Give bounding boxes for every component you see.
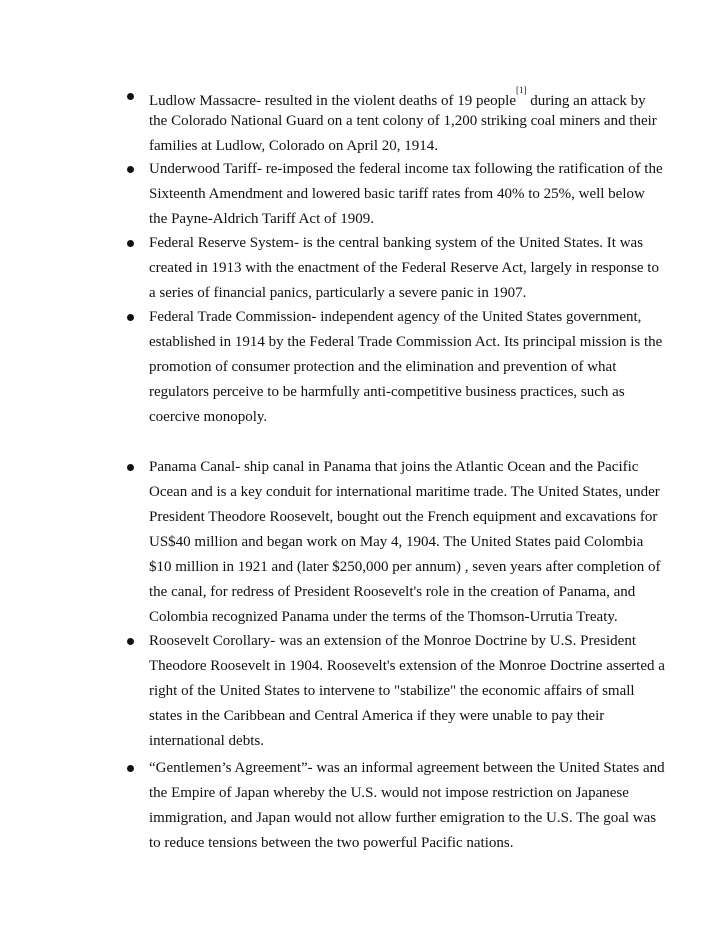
bullet-icon <box>127 166 134 173</box>
bullet-icon <box>127 765 134 772</box>
text-line: US$40 million and began work on May 4, 1904. The United States paid Colombia <box>149 534 644 550</box>
text-line-start: Ludlow Massacre- resulted in the violent deaths of 19 people <box>149 93 516 109</box>
bullet-icon <box>127 93 134 100</box>
text-line: Federal Trade Commission- independent agency of the United States government, <box>149 309 642 325</box>
text-line: the Payne-Aldrich Tariff Act of 1909. <box>149 211 375 227</box>
text-line: established in 1914 by the Federal Trade Commission Act. Its principal mission is the <box>149 334 663 350</box>
text-line: created in 1913 with the enactment of the Federal Reserve Act, largely in response to <box>149 260 659 276</box>
text-line: the Colorado National Guard on a tent colony of 1,200 striking coal miners and their <box>149 113 657 129</box>
text-line: Colombia recognized Panama under the terms of the Thomson-Urrutia Treaty. <box>149 609 618 625</box>
text-line: regulators perceive to be harmfully anti-competitive business practices, such as <box>149 384 625 400</box>
text-line: to reduce tensions between the two powerful Pacific nations. <box>149 835 514 851</box>
text-line: a series of financial panics, particularly a severe panic in 1907. <box>149 285 527 301</box>
text-line: Federal Reserve System- is the central banking system of the United States. It was <box>149 235 644 251</box>
text-line: Sixteenth Amendment and lowered basic tariff rates from 40% to 25%, well below <box>149 186 645 202</box>
text-line: “Gentlemen’s Agreement”- was an informal agreement between the United States and <box>149 760 665 776</box>
text-line: Theodore Roosevelt in 1904. Roosevelt's extension of the Monroe Doctrine asserted a <box>149 658 665 674</box>
text-line: families at Ludlow, Colorado on April 20, 1914. <box>149 138 438 154</box>
text-line: immigration, and Japan would not allow further emigration to the U.S. The goal was <box>149 810 657 826</box>
text-line: Panama Canal- ship canal in Panama that joins the Atlantic Ocean and the Pacific <box>149 459 639 475</box>
bullet-icon <box>127 638 134 645</box>
text-line: states in the Caribbean and Central America if they were unable to pay their <box>149 708 605 724</box>
text-line: Ocean and is a key conduit for international maritime trade. The United States, under <box>149 484 660 500</box>
text-line: coercive monopoly. <box>149 409 268 425</box>
text-line: President Theodore Roosevelt, bought out the French equipment and excavations for <box>149 509 658 525</box>
text-line-end: during an attack by <box>526 93 646 109</box>
text-line: the Empire of Japan whereby the U.S. would not impose restriction on Japanese <box>149 785 629 801</box>
text-line: the canal, for redress of President Roosevelt's role in the creation of Panama, and <box>149 584 636 600</box>
text-line: promotion of consumer protection and the elimination and prevention of what <box>149 359 617 375</box>
bullet-icon <box>127 314 134 321</box>
text-line: international debts. <box>149 733 264 749</box>
footnote-marker[interactable]: [1] <box>515 85 527 95</box>
text-line <box>149 87 646 110</box>
bullet-icon <box>127 240 134 247</box>
text-line: $10 million in 1921 and (later $250,000 per annum) , seven years after completion of <box>149 559 661 575</box>
text-line: right of the United States to intervene to "stabilize" the economic affairs of small <box>149 683 635 699</box>
bullet-icon <box>127 464 134 471</box>
text-line: Underwood Tariff- re-imposed the federal income tax following the ratification of the <box>149 161 663 177</box>
text-line: Roosevelt Corollary- was an extension of the Monroe Doctrine by U.S. President <box>149 633 636 649</box>
